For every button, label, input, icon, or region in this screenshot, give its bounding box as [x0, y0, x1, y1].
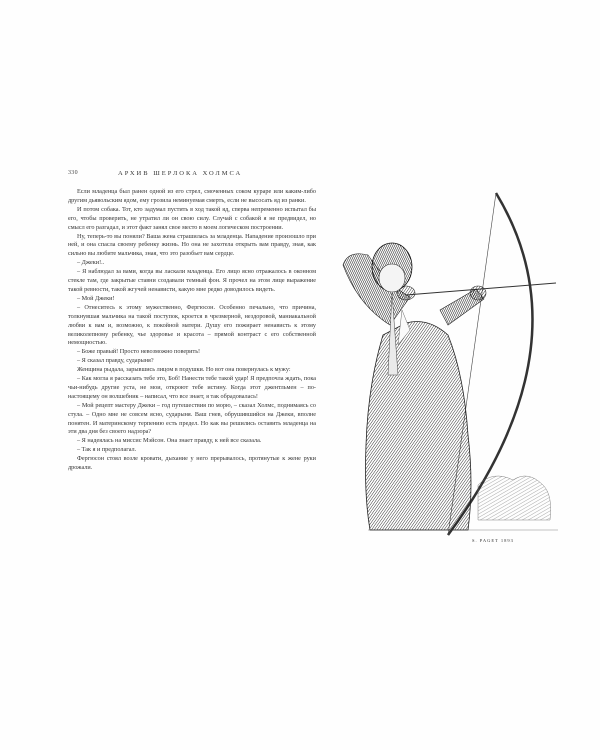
paragraph: Фергюсон стоял возле кровати, дыхание у него прерывалось, протянутые к жене руки дрожали.: [68, 455, 316, 472]
paragraph: – Мой Джеки!: [77, 294, 115, 302]
paragraph: – Как могла я рассказать тебе это, Боб! Нанести тебе такой удар! Я предпочла ждать, пока чьи-нибудь другие уста, не мои, откроют тебе истину. Когда этот джентльмен – по-настоящему он волшебник – написал, что все знает, я так обрадовалась!: [68, 375, 316, 400]
paragraph: – Я надеялась на миссис Мэйсон. Она знает правду, к ней все сказала.: [77, 437, 262, 445]
archer-figure: [343, 243, 486, 530]
page-header: [68, 170, 316, 182]
paragraph: Ну, теперь-то вы поняли? Ваша жена страшилась за младенца. Нападение произошло при ней, и она спасла своему ребенку жизнь. Но она не захотела открыть вам правду, зная, как сильно вы любите мальчика, зная, что это разобьет вам сердце.: [68, 232, 316, 258]
left-page: [68, 170, 316, 473]
paragraph: Если младенца был ранен одной из его стрел, смоченных соком кураре или каким-либо другим дьявольским ядом, ему грозила неминуемая смерть, если не высосать яд из ранки.: [68, 188, 316, 204]
paragraph: – Отнеситесь к этому мужественно, Фергюсон. Особенно печально, что причина, толкнувшая мальчика на такой поступок, кроется в чрезмерной, нездоровой, маниакальной любви к вам и, возможно, к покойной матери. Душу его пожирает ненависть к этому великолепному ребенку, чье здоровье и красота – прямой контраст с его собственной немощностью.: [68, 303, 316, 347]
paragraph: – Так я и предполагал.: [77, 446, 137, 454]
paragraph: – Я наблюдал за вами, когда вы ласкали младенца. Его лицо ясно отражалось в оконном стекле там, где закрытые ставни создавали темный фон. Я прочел на этом лице выражение такой ревности, такой жгучей ненависти, какую мне редко доводилось видеть.: [68, 268, 316, 293]
illustration-caption: S. PAGET 1893: [472, 538, 514, 543]
paragraph: Женщина рыдала, зарывшись лицом в подушки. Но вот она повернулась к мужу:: [77, 366, 291, 374]
body-text: [68, 188, 316, 473]
paragraph: – Джеки!..: [77, 259, 105, 267]
paragraph: И потом собака. Тот, кто задумал пустить в ход такой яд, сперва непременно испытал бы его, чтобы проверить, не утратил ли он свою силу. Случай с собакой я не предвидел, но смысл его разгадал, и этот факт занял свое место в моем логическом построении.: [68, 205, 316, 231]
paragraph: – Мой рецепт мастеру Джеки – год путешествия по морю, – сказал Холмс, поднимаясь со стула. – Одно мне не совсем ясно, сударыня. Ваш гнев, обрушившийся на Джеки, вполне понятен. И материнскому терпению есть предел. Но как вы решились оставить младенца на эти два дня без своего надзора?: [68, 401, 316, 436]
running-head: АРХИВ ШЕРЛОКА ХОЛМСА: [118, 170, 243, 177]
paragraph: – Боже правый! Просто невозможно поверить!: [77, 348, 201, 356]
page-number: 330: [68, 170, 78, 176]
archer-illustration: [328, 185, 560, 560]
paragraph: – Я сказал правду, сударыня?: [77, 357, 154, 365]
